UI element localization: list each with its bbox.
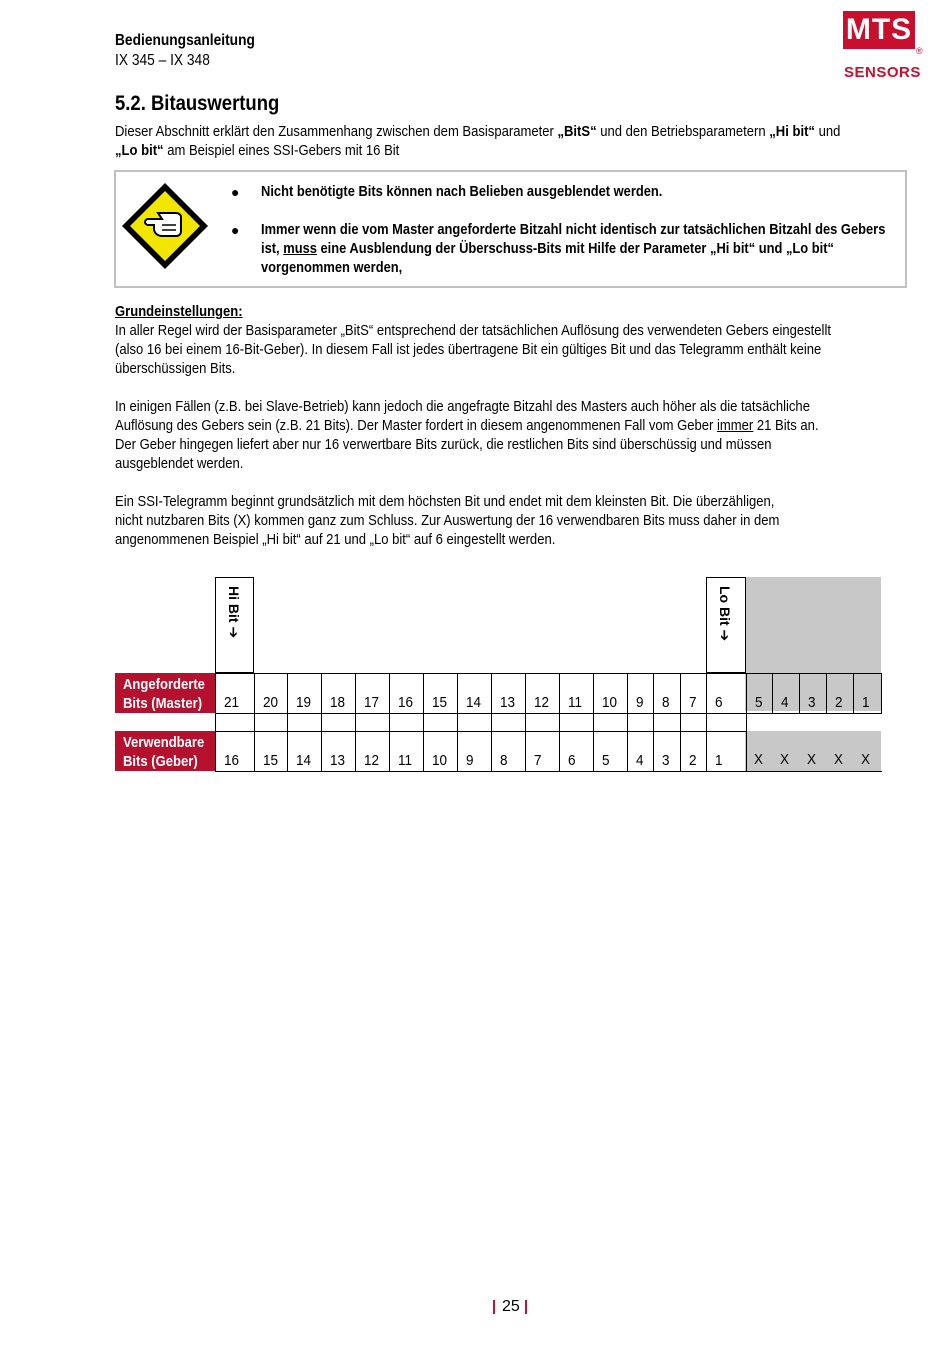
note-bullet-2-line-1: Immer wenn die vom Master angeforderte Bitzahl nicht identisch zur tatsächlichen Bitzahl des Gebers xyxy=(261,221,886,238)
spacer-cell xyxy=(423,713,458,732)
encoder-bit-cell xyxy=(525,731,560,772)
note-bullet-2-line-3: vorgenommen werden, xyxy=(261,259,403,276)
bit-value: 13 xyxy=(330,752,346,769)
pointing-hand-warning-icon xyxy=(120,181,210,271)
bit-value: 16 xyxy=(398,694,414,711)
bit-value: 6 xyxy=(715,694,723,711)
basics-p3-line-1: Ein SSI-Telegramm beginnt grundsätzlich mit dem höchsten Bit und endet mit dem kleinsten Bit. Die überzähligen, xyxy=(115,493,775,510)
master-bit-cell xyxy=(215,673,255,714)
encoder-bit-cell xyxy=(423,731,458,772)
spacer-cell xyxy=(559,713,594,732)
encoder-bit-cell xyxy=(653,731,681,772)
bit-value: 12 xyxy=(364,752,380,769)
bit-value: 7 xyxy=(534,752,542,769)
spacer-cell xyxy=(680,713,707,732)
master-label-line-2: Bits (Master) xyxy=(123,695,203,712)
encoder-bit-cell xyxy=(706,731,747,772)
master-bit-cell xyxy=(680,673,707,714)
master-bit-cell xyxy=(423,673,458,714)
intro-text: und den Betriebsparametern xyxy=(596,123,770,140)
bit-value: 11 xyxy=(398,752,413,769)
basics-heading-text: Grundeinstellungen: xyxy=(115,303,243,320)
bit-value: 16 xyxy=(224,752,240,769)
p2-text: Auflösung des Gebers sein (z.B. 21 Bits). Der Master fordert in diesem angenommenen Fall vom Geber xyxy=(115,417,718,434)
spacer-cell xyxy=(826,713,854,732)
spacer-cell xyxy=(653,713,681,732)
master-bit-cell xyxy=(826,673,854,714)
logo-registered-mark: ® xyxy=(916,46,923,56)
encoder-bit-cell xyxy=(254,731,288,772)
bit-value: 15 xyxy=(263,752,279,769)
basics-p2-line-3: Der Geber hingegen liefert aber nur 16 verwertbare Bits zurück, die restlichen Bits sind überschüssig und müssen xyxy=(115,436,772,453)
spacer-cell xyxy=(525,713,560,732)
document-subtitle: IX 345 – IX 348 xyxy=(115,52,210,69)
encoder-bit-cell xyxy=(627,731,654,772)
master-bits-label xyxy=(115,673,215,713)
logo-tagline: SENSORS xyxy=(844,64,921,81)
master-bit-cell xyxy=(853,673,882,714)
encoder-bit-cell xyxy=(559,731,594,772)
bit-value: 17 xyxy=(364,694,380,711)
basics-p1-line-3: überschüssigen Bits. xyxy=(115,360,236,377)
bit-value: X xyxy=(754,751,764,768)
hi-bit-param: „Hi bit“ xyxy=(769,123,815,140)
encoder-bit-cell xyxy=(746,731,773,772)
spacer-cell xyxy=(457,713,492,732)
master-bit-cell xyxy=(525,673,560,714)
bit-value: 19 xyxy=(296,694,312,711)
master-bit-cell xyxy=(389,673,424,714)
spacer-cell xyxy=(287,713,322,732)
hi-bit-label: Hi Bit ➔ xyxy=(226,586,242,639)
bit-value: 9 xyxy=(466,752,474,769)
bullet-icon: ● xyxy=(231,184,240,200)
bit-value: 8 xyxy=(500,752,508,769)
bit-value: 4 xyxy=(636,752,644,769)
master-bit-cell xyxy=(355,673,390,714)
spacer-cell xyxy=(853,713,882,732)
note-text: ist, xyxy=(261,240,284,257)
bits-param: „BitS“ xyxy=(557,123,597,140)
basics-heading xyxy=(115,302,243,321)
document-title: Bedienungsanleitung xyxy=(115,32,255,49)
master-bit-cell xyxy=(593,673,628,714)
encoder-bit-cell xyxy=(491,731,526,772)
bit-value: 5 xyxy=(755,694,763,711)
bit-value: 10 xyxy=(432,752,448,769)
p2-text: 21 Bits an. xyxy=(753,417,819,434)
bit-value: 9 xyxy=(636,694,644,711)
bit-value: 1 xyxy=(715,752,723,769)
encoder-bit-cell xyxy=(772,731,800,772)
bit-value: 2 xyxy=(689,752,697,769)
section-title: 5.2. Bitauswertung xyxy=(115,92,280,115)
page-bar-left xyxy=(493,1300,495,1314)
intro-text: und xyxy=(814,123,841,140)
spacer-cell xyxy=(746,713,773,732)
encoder-bit-cell xyxy=(457,731,492,772)
bit-value: 7 xyxy=(689,694,697,711)
bullet-icon: ● xyxy=(231,222,240,238)
note-text: eine Ausblendung der Überschuss-Bits mit Hilfe der Parameter „Hi bit“ und „Lo bit“ xyxy=(316,240,834,257)
note-bullet-1: Nicht benötigte Bits können nach Belieben ausgeblendet werden. xyxy=(261,183,663,200)
bit-value: X xyxy=(834,751,844,768)
bit-value: 2 xyxy=(835,694,843,711)
encoder-bit-cell xyxy=(799,731,827,772)
bit-value: 13 xyxy=(500,694,516,711)
encoder-label-line-1: Verwendbare xyxy=(123,734,205,751)
master-bit-cell xyxy=(457,673,492,714)
encoder-bit-cell xyxy=(826,731,854,772)
basics-p2-line-1: In einigen Fällen (z.B. bei Slave-Betrieb) kann jedoch die angefragte Bitzahl des Masters auch höher als die tatsächliche xyxy=(115,398,810,415)
logo-box xyxy=(843,11,915,49)
bit-value: 4 xyxy=(781,694,789,711)
spacer-cell xyxy=(627,713,654,732)
encoder-bit-cell xyxy=(680,731,707,772)
spacer-cell xyxy=(254,713,288,732)
master-label-line-1: Angeforderte xyxy=(123,676,205,693)
master-bit-cell xyxy=(746,673,773,714)
encoder-bit-cell xyxy=(593,731,628,772)
master-bit-cell xyxy=(491,673,526,714)
master-bit-cell xyxy=(653,673,681,714)
bit-value: 11 xyxy=(568,694,583,711)
intro-text: Dieser Abschnitt erklärt den Zusammenhang zwischen dem Basisparameter xyxy=(115,123,558,140)
basics-p1-line-2: (also 16 bei einem 16-Bit-Geber). In diesem Fall ist jedes übertragene Bit ein gültiges Bit und das Telegramm enthält keine xyxy=(115,341,822,358)
master-bit-cell xyxy=(321,673,356,714)
basics-p3-line-3: angenommenen Beispiel „Hi bit“ auf 21 und „Lo bit“ auf 6 eingestellt werden. xyxy=(115,531,556,548)
master-bit-cell xyxy=(254,673,288,714)
bit-value: X xyxy=(807,751,817,768)
bit-value: X xyxy=(780,751,790,768)
spacer-cell xyxy=(772,713,800,732)
bit-value: 3 xyxy=(808,694,816,711)
page-number: 25 xyxy=(502,1298,520,1315)
spacer-cell xyxy=(355,713,390,732)
bit-value: X xyxy=(861,751,871,768)
spacer-cell xyxy=(799,713,827,732)
bit-value: 20 xyxy=(263,694,279,711)
spacer-cell xyxy=(215,713,255,732)
intro-line-2 xyxy=(115,141,399,160)
basics-p2-line-2 xyxy=(115,416,819,435)
encoder-bit-cell xyxy=(215,731,255,772)
p2-emphasis: immer xyxy=(717,417,754,434)
lo-bit-label: Lo Bit ➔ xyxy=(717,586,733,642)
bit-value: 5 xyxy=(602,752,610,769)
master-bit-cell xyxy=(287,673,322,714)
intro-line-1 xyxy=(115,122,840,141)
bit-value: 8 xyxy=(662,694,670,711)
intro-text: am Beispiel eines SSI-Gebers mit 16 Bit xyxy=(163,142,400,159)
bit-value: 15 xyxy=(432,694,448,711)
spacer-cell xyxy=(321,713,356,732)
encoder-bits-label xyxy=(115,731,215,771)
master-bit-cell xyxy=(627,673,654,714)
encoder-bit-cell xyxy=(355,731,390,772)
lo-bit-param: „Lo bit“ xyxy=(115,142,164,159)
master-bit-cell xyxy=(799,673,827,714)
page-bar-right xyxy=(525,1300,527,1314)
note-bullet-2-line-2 xyxy=(261,240,834,257)
bit-value: 10 xyxy=(602,694,618,711)
bit-value: 12 xyxy=(534,694,550,711)
encoder-bit-cell xyxy=(287,731,322,772)
encoder-bit-cell xyxy=(389,731,424,772)
master-bit-cell xyxy=(559,673,594,714)
bit-value: 14 xyxy=(466,694,482,711)
spacer-cell xyxy=(389,713,424,732)
basics-p3-line-2: nicht nutzbaren Bits (X) kommen ganz zum Schluss. Zur Auswertung der 16 verwendbaren Bits muss daher in dem xyxy=(115,512,780,529)
master-bit-cell xyxy=(706,673,747,714)
logo-brand: MTS xyxy=(845,13,913,46)
mts-sensors-logo xyxy=(843,11,925,83)
bit-value: 3 xyxy=(662,752,670,769)
bit-value: 6 xyxy=(568,752,576,769)
bit-value: 21 xyxy=(224,694,240,711)
spacer-cell xyxy=(593,713,628,732)
encoder-bit-cell xyxy=(321,731,356,772)
bit-value: 1 xyxy=(862,694,870,711)
basics-p1-line-1: In aller Regel wird der Basisparameter „BitS“ entsprechend der tatsächlichen Auflösung des verwendeten Gebers eingestellt xyxy=(115,322,831,339)
master-bit-cell xyxy=(772,673,800,714)
bit-value: 14 xyxy=(296,752,312,769)
note-emphasis: muss xyxy=(283,240,317,257)
bit-value: 18 xyxy=(330,694,346,711)
spacer-cell xyxy=(491,713,526,732)
encoder-bit-cell xyxy=(853,731,882,772)
spacer-cell xyxy=(706,713,747,732)
basics-p2-line-4: ausgeblendet werden. xyxy=(115,455,244,472)
encoder-label-line-2: Bits (Geber) xyxy=(123,753,198,770)
